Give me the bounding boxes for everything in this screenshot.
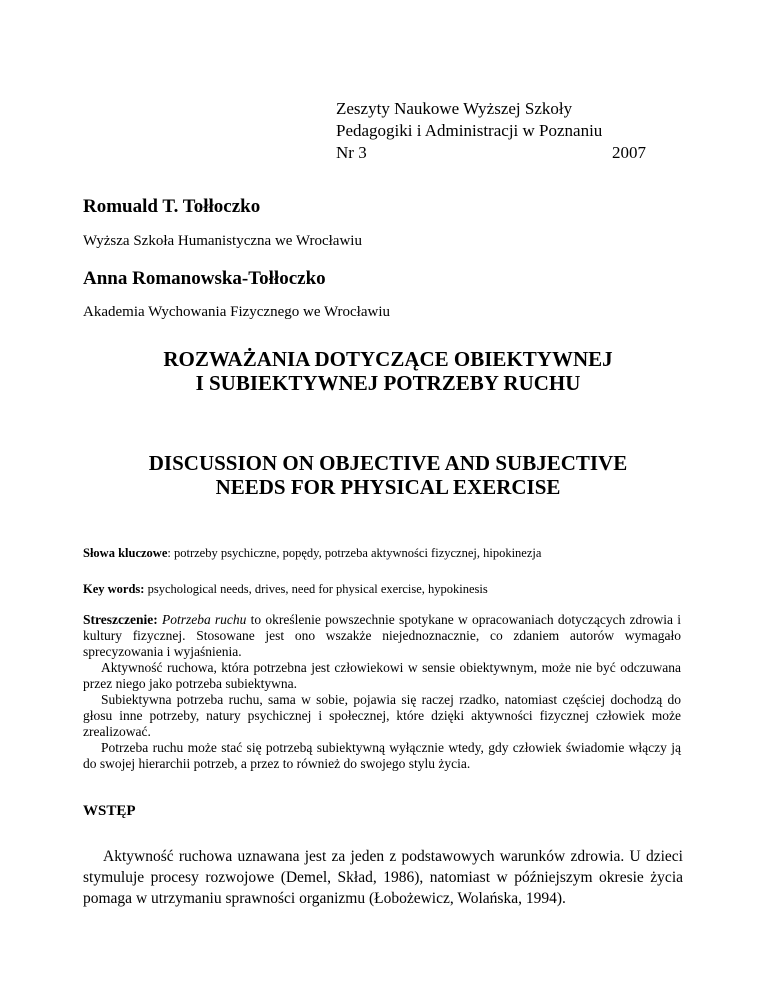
title-polish-line2: I SUBIEKTYWNEJ POTRZEBY RUCHU: [195, 371, 581, 395]
author-name-1: Romuald T. Tołłoczko: [83, 196, 261, 217]
abstract-paragraph-1-text: to określenie powszechnie spotykane w opracowaniach dotyczących zdrowia i kultury fizycznej. Stosowane jest ono wszakże niejednoznacznie, co zdaniem autorów wymagało sprecyzowania i wyjaśnienia.: [83, 612, 681, 659]
abstract-italic-term: Potrzeba ruchu: [161, 612, 247, 627]
journal-header: [336, 98, 646, 164]
abstract-paragraph-1: [83, 612, 681, 660]
intro-body: [83, 846, 683, 909]
keywords-polish: [83, 546, 683, 561]
keywords-english-text: psychological needs, drives, need for physical exercise, hypokinesis: [144, 582, 488, 596]
author-name-2: Anna Romanowska-Tołłoczko: [83, 268, 326, 289]
title-english-line1: DISCUSSION ON OBJECTIVE AND SUBJECTIVE: [148, 451, 628, 475]
title-polish-line1: ROZWAŻANIA DOTYCZĄCE OBIEKTYWNEJ: [163, 347, 613, 371]
abstract-paragraph-4: Potrzeba ruchu może stać się potrzebą subiektywną wyłącznie wtedy, gdy człowiek świadomie włączy ją do swojej hierarchii potrzeb, a przez to również do swojego stylu życia.: [83, 740, 681, 771]
journal-year: 2007: [612, 143, 646, 162]
title-polish: [83, 347, 693, 395]
keywords-polish-label: Słowa kluczowe: [83, 546, 168, 560]
abstract-paragraph-3: Subiektywna potrzeba ruchu, sama w sobie, pojawia się raczej rzadko, natomiast częściej dochodzą do głosu inne potrzeby, natury psychicznej i społecznej, które dzięki aktywności fizycznej człowiek może zrealizować.: [83, 692, 681, 739]
section-heading: WSTĘP: [83, 803, 136, 819]
abstract-paragraph-2: Aktywność ruchowa, która potrzebna jest człowiekowi w sensie obiektywnym, może nie być odczuwana przez niego jako potrzeba subiektywna.: [83, 660, 681, 691]
author-affiliation-1: Wyższa Szkoła Humanistyczna we Wrocławiu: [83, 233, 362, 249]
journal-issue: Nr 3: [336, 143, 367, 162]
title-english-line2: NEEDS FOR PHYSICAL EXERCISE: [215, 475, 561, 499]
keywords-english-label: Key words:: [83, 582, 145, 596]
intro-paragraph-1: Aktywność ruchowa uznawana jest za jeden z podstawowych warunków zdrowia. U dzieci stymuluje procesy rozwojowe (Demel, Skład, 1986), natomiast w późniejszym okresie życia pomaga w utrzymaniu sprawności organizmu (Łobożewicz, Wolańska, 1994).: [83, 848, 683, 907]
journal-name-line2: Pedagogiki i Administracji w Poznaniu: [336, 121, 603, 140]
keywords-english: [83, 582, 683, 597]
abstract-label: Streszczenie:: [83, 612, 158, 627]
journal-issue-row: [336, 142, 646, 164]
title-english: [83, 451, 693, 499]
keywords-polish-text: : potrzeby psychiczne, popędy, potrzeba aktywności fizycznej, hipokinezja: [167, 546, 542, 560]
abstract: [83, 612, 681, 772]
author-affiliation-2: Akademia Wychowania Fizycznego we Wrocławiu: [83, 304, 390, 320]
journal-name-line1: Zeszyty Naukowe Wyższej Szkoły: [336, 99, 573, 118]
